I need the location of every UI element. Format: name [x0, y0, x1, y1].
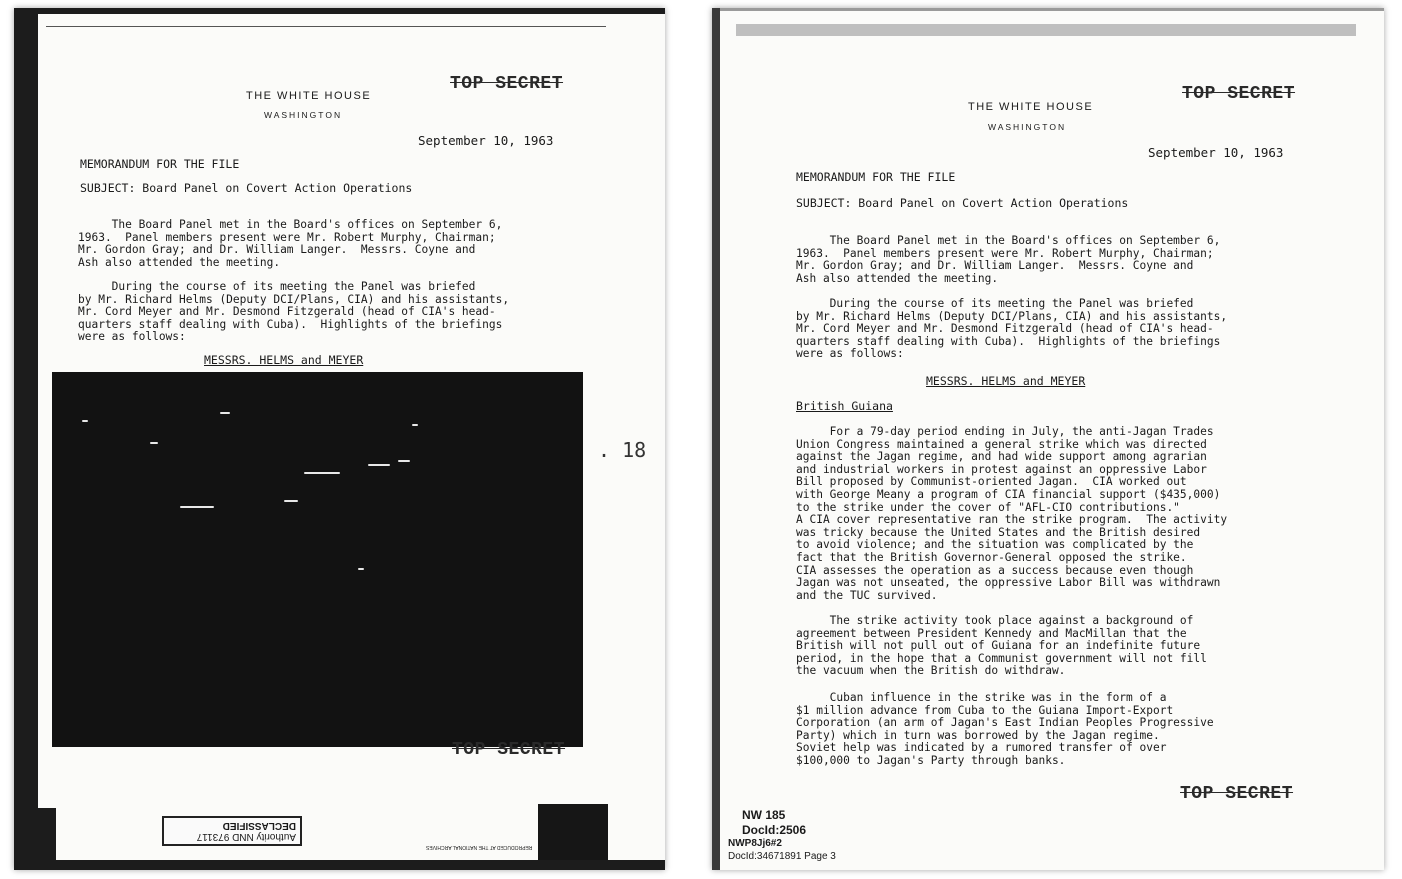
memo-for: MEMORANDUM FOR THE FILE: [80, 157, 240, 171]
scan-speck: [368, 464, 390, 466]
letterhead-city: WASHINGTON: [988, 122, 1067, 132]
scan-speck: [304, 472, 340, 474]
scan-speck: [358, 568, 364, 570]
scan-speck: [220, 412, 230, 414]
scan-edge-bottom: [14, 860, 665, 870]
top-rule: [46, 26, 606, 27]
archives-note: REPRODUCED AT THE NATIONAL ARCHIVES: [426, 844, 533, 850]
paragraph-3: For a 79-day period ending in July, the anti-Jagan Trades Union Congress maintained a general strike which was directed against the Jagan regime, and had wide support among agrarian and industrial workers in protest against an oppressive Labor Bill proposed by Communist-oriented Jagan. CIA worked out with George Meany a program of CIA financial support ($435,000) to the strike under the cover of "AFL-CIO contributions." A CIA cover representative ran the strike program. The activity was tricky because the United States and the British desired to avoid violence; and the situation was complicated by the fact that the British Governor-General opposed the strike. CIA assesses the operation as a success because even though Jagan was not unseated, the oppressive Labor Bill was withdrawn and the TUC survived.: [796, 425, 1228, 602]
memo-date: September 10, 1963: [1148, 145, 1284, 160]
letterhead-city: WASHINGTON: [264, 110, 343, 120]
declassified-label: DECLASSIFIED: [222, 820, 296, 831]
scan-speck: [284, 500, 298, 502]
memo-subject: SUBJECT: Board Panel on Covert Action Operations: [80, 181, 413, 195]
paragraph-2: During the course of its meeting the Panel was briefed by Mr. Richard Helms (Deputy DCI/Plans, CIA) and his assistants, Mr. Cord Meyer and Mr. Desmond Fitzgerald (head of CIA's head- quarters staff dealing with Cuba). Highlights of the briefings were as follows:: [78, 280, 510, 344]
scan-edge-top: [712, 8, 1384, 11]
scan-speck: [398, 460, 410, 462]
declassified-stamp: [162, 816, 302, 846]
declassified-authority: Authority NND 973117: [196, 831, 296, 842]
paragraph-2: During the course of its meeting the Panel was briefed by Mr. Richard Helms (Deputy DCI/Plans, CIA) and his assistants, Mr. Cord Meyer and Mr. Desmond Fitzgerald (head of CIA's head- quarters staff dealing with Cuba). Highlights of the briefings were as follows:: [796, 297, 1228, 361]
scan-edge-left: [712, 8, 720, 870]
classification-stamp-bottom: TOP SECRET: [452, 740, 566, 760]
footer-page-id: DocId:34671891 Page 3: [728, 851, 836, 862]
margin-handwritten-note: . 18: [598, 438, 647, 462]
section-heading: MESSRS. HELMS and MEYER: [926, 374, 1086, 388]
scan-edge-top: [14, 8, 665, 14]
letterhead-title: THE WHITE HOUSE: [968, 101, 1094, 113]
scan-speck: [180, 506, 214, 508]
footer-nwp: NWP8Jj6#2: [728, 838, 782, 849]
scan-edge-left: [14, 8, 38, 870]
redaction-block: [52, 372, 583, 747]
paragraph-4: The strike activity took place against a background of agreement between President Kennedy and MacMillan that the British will not pull out of Guiana for an indefinite future period, in the hope that a Communist government will not fill the vacuum when the British do withdraw.: [796, 614, 1207, 678]
paragraph-5: Cuban influence in the strike was in the form of a $1 million advance from Cuba to the Guiana Import-Export Corporation (an arm of Jagan's East Indian Peoples Progressive Party) which in turn was borrowed by the Jagan regime. Soviet help was indicated by a rumored transfer of over $100,000 to Jagan's Party through banks.: [796, 691, 1214, 767]
classification-stamp-bottom: TOP SECRET: [1180, 784, 1294, 804]
scan-speck: [150, 442, 158, 444]
subheading-british-guiana: British Guiana: [796, 399, 893, 413]
left-document-page: [14, 8, 665, 870]
letterhead-title: THE WHITE HOUSE: [246, 90, 372, 102]
memo-date: September 10, 1963: [418, 133, 554, 148]
scan-speck: [412, 424, 418, 426]
classification-stamp-top: TOP SECRET: [1182, 84, 1296, 104]
memo-subject: SUBJECT: Board Panel on Covert Action Operations: [796, 196, 1129, 210]
paragraph-1: The Board Panel met in the Board's offices on September 6, 1963. Panel members present were Mr. Robert Murphy, Chairman; Mr. Gordon Gray; and Dr. William Langer. Messrs. Coyne and Ash also attended the meeting.: [78, 218, 503, 269]
classification-stamp-top: TOP SECRET: [450, 74, 564, 94]
scan-gray-band: [736, 24, 1356, 36]
scan-speck: [82, 420, 88, 422]
section-heading: MESSRS. HELMS and MEYER: [204, 353, 364, 367]
footer-nw-number: NW 185: [742, 808, 786, 822]
right-document-page: [712, 8, 1384, 870]
footer-docid: DocId:2506: [742, 823, 807, 837]
paragraph-1: The Board Panel met in the Board's offices on September 6, 1963. Panel members present were Mr. Robert Murphy, Chairman; Mr. Gordon Gray; and Dr. William Langer. Messrs. Coyne and Ash also attended the meeting.: [796, 234, 1221, 285]
corner-scan-artifact: [538, 804, 608, 860]
memo-for: MEMORANDUM FOR THE FILE: [796, 170, 956, 184]
